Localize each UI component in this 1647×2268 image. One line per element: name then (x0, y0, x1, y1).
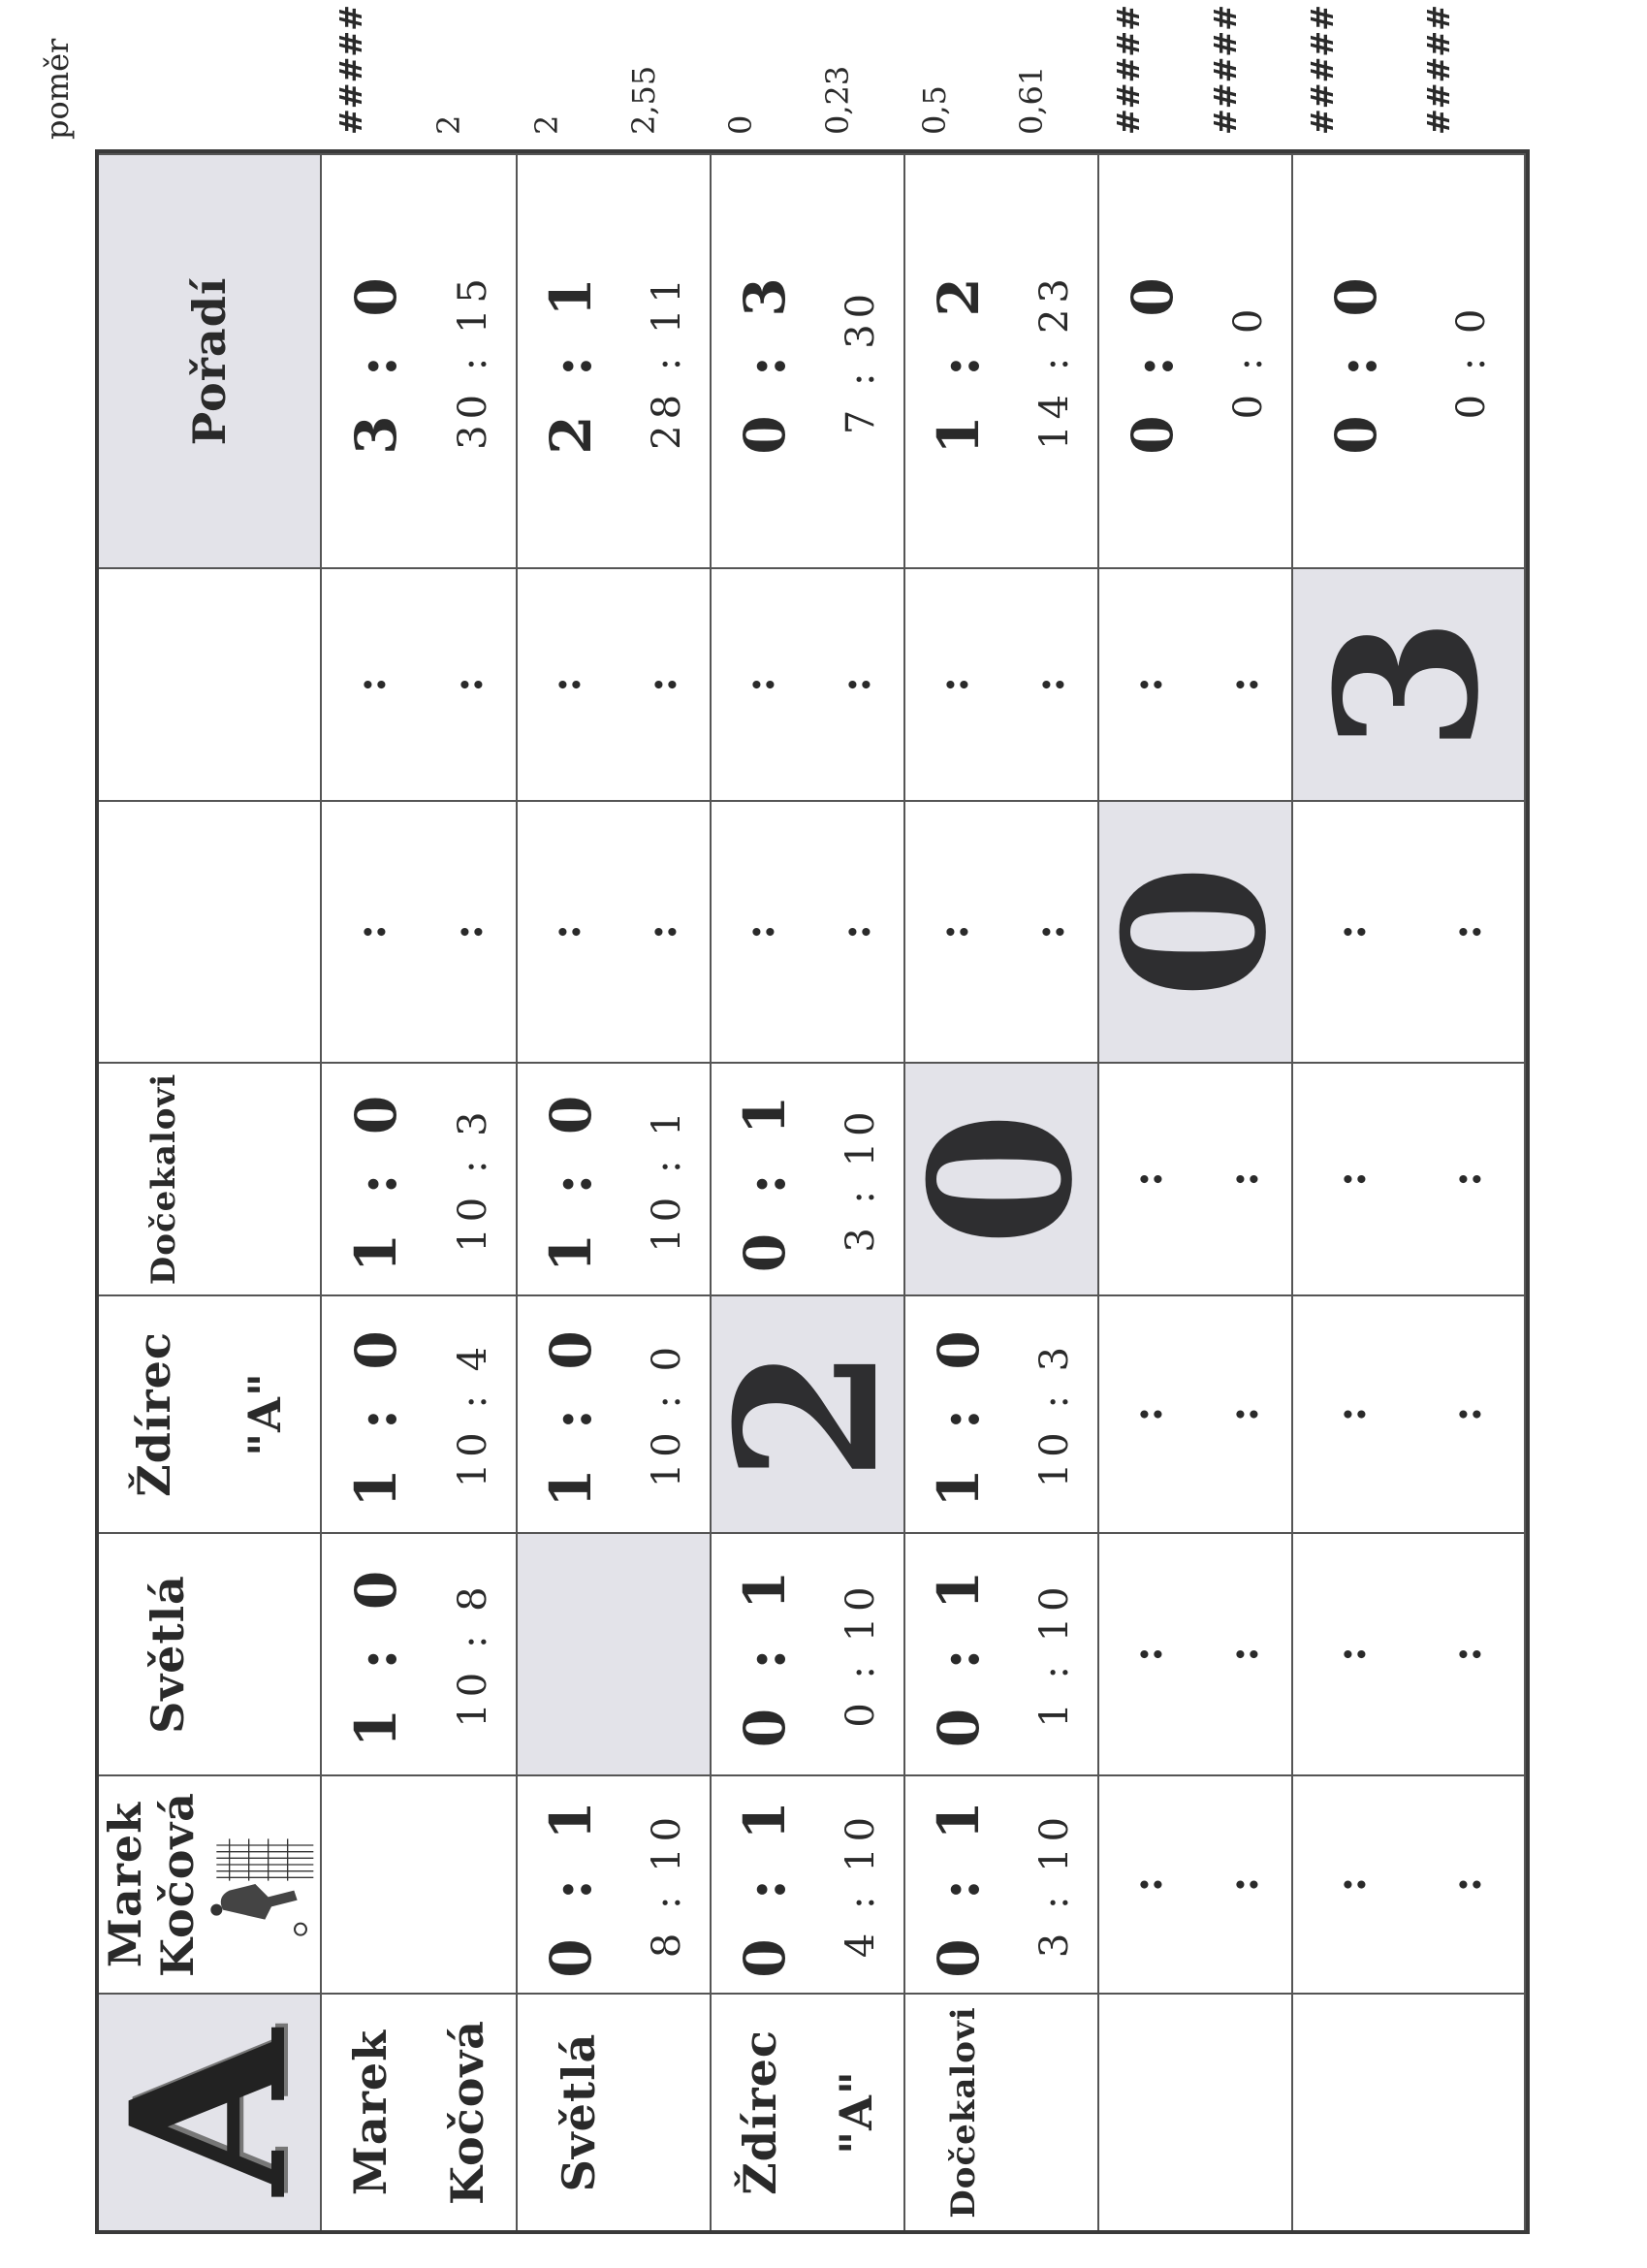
row-header-3 (712, 1993, 905, 2230)
score-cell (1293, 1294, 1526, 1532)
score-cell (518, 800, 712, 1062)
score-cell (1099, 1774, 1293, 1993)
column-header-2 (99, 1532, 322, 1774)
match-score: 0 : 1 (926, 1560, 992, 1748)
set-score: : (1441, 1876, 1491, 1893)
standing-sets: 30 : 15 (450, 272, 495, 450)
match-score: : (345, 676, 396, 693)
set-score: : (1025, 676, 1074, 693)
ratio-value: ##### (1207, 4, 1244, 135)
set-score: : (1025, 923, 1074, 941)
match-score: : (541, 676, 590, 693)
match-score: : (1123, 676, 1172, 693)
diagonal-cell (1082, 800, 1310, 1062)
score-cell (322, 800, 518, 1062)
column-team-name-2: "A" (238, 1372, 291, 1456)
set-score: : (831, 923, 880, 941)
ratio-value: 0,61 (1013, 65, 1050, 135)
set-score: 0 : 10 (839, 1581, 883, 1728)
results-table (83, 149, 1530, 2234)
set-score: : (442, 923, 492, 941)
match-score: : (1326, 1645, 1376, 1663)
match-score: : (345, 923, 396, 941)
set-score: 10 : 4 (450, 1340, 495, 1488)
row-team-name-2: Kočová (441, 2020, 493, 2205)
column-team-name: Světlá (141, 1575, 194, 1734)
match-score: 1 : 0 (926, 1321, 992, 1508)
diagonal-cell (322, 1774, 518, 1993)
match-score: : (1326, 1876, 1376, 1893)
column-team-name: Ždírec (128, 1331, 180, 1497)
score-cell (1099, 567, 1293, 800)
set-score: : (1441, 1406, 1491, 1422)
ratio-value: ##### (1420, 4, 1457, 135)
row-header-5 (1099, 1993, 1293, 2230)
column-team-name-2: Kočová (151, 1792, 204, 1977)
match-score: 1 : 0 (538, 1085, 604, 1273)
standing-sets: 28 : 11 (645, 272, 689, 450)
set-score: 3 : 10 (839, 1105, 883, 1253)
score-cell (905, 1294, 1099, 1532)
match-score: : (541, 923, 590, 941)
column-header-3 (99, 1294, 322, 1532)
set-score: 4 : 10 (839, 1810, 883, 1959)
set-score: 10 : 3 (450, 1105, 495, 1253)
score-cell (712, 800, 905, 1062)
row-header-4 (905, 1993, 1099, 2230)
set-score: : (1441, 1645, 1491, 1663)
column-header-4 (99, 1062, 322, 1294)
score-cell (1293, 1774, 1526, 1993)
score-cell (1099, 1532, 1293, 1774)
standing-sets: 14 : 23 (1032, 272, 1077, 450)
match-score: : (735, 676, 784, 693)
standing-cell (712, 153, 905, 567)
standing-matches: 0 : 3 (732, 268, 798, 455)
match-score: 0 : 1 (538, 1791, 604, 1978)
set-score: : (1441, 1170, 1491, 1188)
column-team-name: Marek (99, 1801, 151, 1968)
ratio-value: 2,55 (625, 65, 662, 135)
standing-sets: 0 : 0 (1226, 303, 1271, 420)
score-cell (905, 567, 1099, 800)
score-cell (712, 1774, 905, 1993)
diagonal-cell (518, 1532, 712, 1774)
score-cell (1293, 800, 1526, 1062)
set-score: : (1219, 676, 1268, 693)
row-header-6 (1293, 1993, 1526, 2230)
standing-cell (322, 153, 518, 567)
score-cell (518, 1294, 712, 1532)
standing-cell (905, 153, 1099, 567)
score-cell (905, 1532, 1099, 1774)
ratio-header: poměr (39, 38, 76, 140)
match-score: 1 : 0 (342, 1085, 409, 1273)
ratio-value: ##### (1110, 4, 1147, 135)
ranking-header (99, 153, 322, 567)
column-header-5 (99, 800, 322, 1062)
score-cell (905, 800, 1099, 1062)
ratio-value: 0 (722, 114, 759, 135)
ratio-value: 0,23 (819, 65, 856, 135)
row-header-1 (322, 1993, 518, 2230)
row-team-name: Světlá (553, 2032, 605, 2192)
set-score: 10 : 3 (1032, 1340, 1077, 1488)
set-score: 1 : 10 (1032, 1581, 1077, 1728)
ratio-value: 2 (528, 114, 565, 135)
column-team-name: Dočekalovi (144, 1072, 183, 1286)
set-score: : (1219, 1876, 1268, 1893)
match-score: : (929, 676, 978, 693)
standing-matches: 1 : 2 (926, 268, 992, 455)
placement-number: 0 (1082, 864, 1310, 1000)
row-team-name-2: "A" (829, 2070, 882, 2155)
standing-sets: 0 : 0 (1449, 303, 1494, 420)
match-score: : (1123, 1645, 1172, 1663)
match-score: : (1326, 1170, 1376, 1188)
score-cell (1099, 1062, 1293, 1294)
standing-matches: 3 : 0 (342, 268, 409, 455)
set-score: : (1219, 1170, 1268, 1188)
group-corner (83, 1993, 334, 2230)
set-score: 3 : 10 (1032, 1810, 1077, 1959)
score-cell (712, 1532, 905, 1774)
column-header-1 (99, 1774, 322, 1993)
volleyball-player-icon (204, 1788, 320, 1982)
ratio-value: ##### (333, 4, 369, 135)
ratio-value: ##### (1304, 4, 1341, 135)
match-score: : (1123, 1406, 1172, 1422)
group-letter: A (83, 2029, 334, 2195)
score-cell (322, 567, 518, 800)
score-cell (712, 1062, 905, 1294)
column-header-6 (99, 567, 322, 800)
match-score: : (929, 923, 978, 941)
match-score: : (1123, 1170, 1172, 1188)
row-team-name: Marek (344, 2028, 396, 2196)
score-cell (1293, 1532, 1526, 1774)
standing-cell (1293, 153, 1526, 567)
set-score: : (1219, 1406, 1268, 1422)
ratio-value: 0,5 (916, 85, 953, 135)
set-score: 10 : 8 (450, 1581, 495, 1728)
match-score: : (1123, 1876, 1172, 1893)
score-cell (322, 1294, 518, 1532)
match-score: 0 : 1 (732, 1085, 798, 1273)
match-score: 0 : 1 (732, 1791, 798, 1978)
score-cell (518, 1062, 712, 1294)
match-score: 1 : 0 (342, 1560, 409, 1748)
placement-number: 3 (1294, 617, 1522, 752)
standing-cell (518, 153, 712, 567)
placement-number: 2 (694, 1346, 922, 1483)
placement-number: 0 (888, 1111, 1116, 1247)
set-score: : (637, 676, 686, 693)
score-cell (322, 1532, 518, 1774)
set-score: : (831, 676, 880, 693)
score-cell (322, 1062, 518, 1294)
standing-cell (1099, 153, 1293, 567)
match-score: 0 : 1 (926, 1791, 992, 1978)
set-score: 10 : 1 (645, 1105, 689, 1253)
set-score: 10 : 0 (645, 1340, 689, 1488)
diagonal-cell (888, 1062, 1116, 1294)
score-cell (1293, 1062, 1526, 1294)
row-team-name: Dočekalovi (943, 2006, 983, 2219)
match-score: 1 : 0 (342, 1321, 409, 1508)
match-score: : (1326, 923, 1376, 941)
standing-sets: 7 : 30 (839, 287, 883, 435)
score-cell (905, 1774, 1099, 1993)
standing-matches: 0 : 0 (1120, 268, 1186, 455)
set-score: 8 : 10 (645, 1810, 689, 1959)
match-score: 1 : 0 (538, 1321, 604, 1508)
set-score: : (637, 923, 686, 941)
set-score: : (1219, 1645, 1268, 1663)
score-cell (518, 567, 712, 800)
ranking-title: Pořadí (183, 276, 236, 446)
score-cell (518, 1774, 712, 1993)
match-score: : (1326, 1406, 1376, 1422)
standing-matches: 0 : 0 (1323, 268, 1389, 455)
ratio-value: 2 (430, 114, 467, 135)
match-score: : (735, 923, 784, 941)
diagonal-cell (1293, 567, 1526, 800)
diagonal-cell (694, 1294, 922, 1532)
match-score: 0 : 1 (732, 1560, 798, 1748)
standing-matches: 2 : 1 (538, 268, 604, 455)
score-cell (1099, 1294, 1293, 1532)
set-score: : (1441, 923, 1491, 941)
set-score: : (442, 676, 492, 693)
score-cell (712, 567, 905, 800)
row-header-2 (518, 1993, 712, 2230)
row-team-name: Ždírec (733, 2029, 786, 2195)
